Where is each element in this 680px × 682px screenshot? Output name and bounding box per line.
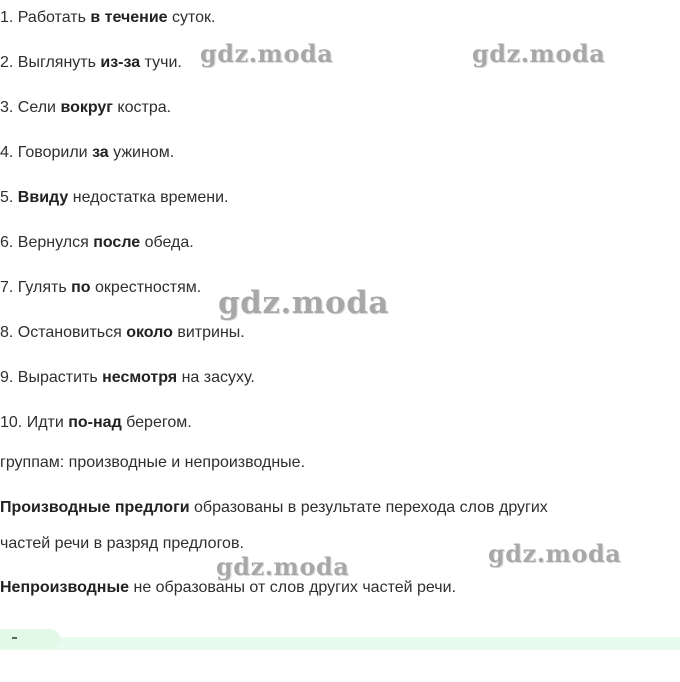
list-item [0, 188, 228, 208]
collapse-tab[interactable] [0, 629, 60, 649]
item-text: 3. Сели [0, 99, 61, 116]
watermark-logo: gdz.moda [472, 39, 606, 68]
list-item [0, 8, 215, 28]
item-text: обеда. [140, 234, 194, 251]
list-item [0, 413, 192, 433]
bottom-highlight-bar [0, 637, 680, 650]
item-preposition: Ввиду [17, 189, 69, 206]
item-text: 7. Гулять [0, 279, 72, 296]
item-preposition: около [126, 324, 173, 341]
item-preposition: за [92, 144, 109, 161]
paragraph-derived-continuation: частей речи в разряд предлогов. [0, 535, 244, 552]
item-text: костра. [112, 99, 172, 116]
watermark-logo: gdz.moda [488, 539, 622, 568]
item-text: тучи. [140, 54, 182, 71]
paragraph-derived [0, 498, 548, 518]
item-preposition: после [93, 234, 141, 251]
list-item [0, 278, 201, 298]
item-text: 10. Идти [0, 414, 69, 431]
term-derived: Производные предлоги [0, 499, 190, 516]
watermark-logo: gdz.moda [218, 285, 389, 321]
item-preposition: несмотря [102, 369, 178, 386]
item-preposition: в течение [90, 9, 168, 26]
term-nonderived: Непроизводные [0, 579, 130, 596]
item-text: 1. Работать [0, 9, 91, 26]
item-preposition: по-над [68, 414, 122, 431]
paragraph-text: образованы в результате перехода слов других [189, 499, 548, 516]
list-item [0, 53, 182, 73]
item-text: 2. Выглянуть [0, 54, 101, 71]
item-text: витрины. [172, 324, 245, 341]
item-text: берегом. [121, 414, 192, 431]
item-text: ужином. [108, 144, 175, 161]
paragraph-intro: группам: производные и непроизводные. [0, 454, 306, 471]
item-preposition: вокруг [60, 99, 113, 116]
item-text: на засуху. [177, 369, 255, 386]
item-text: 4. Говорили [0, 144, 93, 161]
list-item [0, 368, 255, 388]
watermark-logo: gdz.moda [216, 552, 350, 581]
item-text: 6. Вернулся [0, 234, 94, 251]
item-text: 8. Остановиться [0, 324, 127, 341]
dash-icon [12, 637, 17, 639]
item-preposition: по [71, 279, 91, 296]
list-item [0, 323, 245, 343]
paragraph-nonderived [0, 578, 456, 598]
watermark-logo: gdz.moda [200, 39, 334, 68]
item-text: суток. [167, 9, 216, 26]
item-preposition: из-за [100, 54, 141, 71]
item-text: окрестностям. [90, 279, 202, 296]
list-item [0, 98, 171, 118]
list-item [0, 233, 194, 253]
item-text: 5. [0, 189, 18, 206]
item-text: недостатка времени. [68, 189, 229, 206]
item-text: 9. Вырастить [0, 369, 103, 386]
list-item [0, 143, 174, 163]
paragraph-text: не образованы от слов других частей речи. [129, 579, 456, 596]
